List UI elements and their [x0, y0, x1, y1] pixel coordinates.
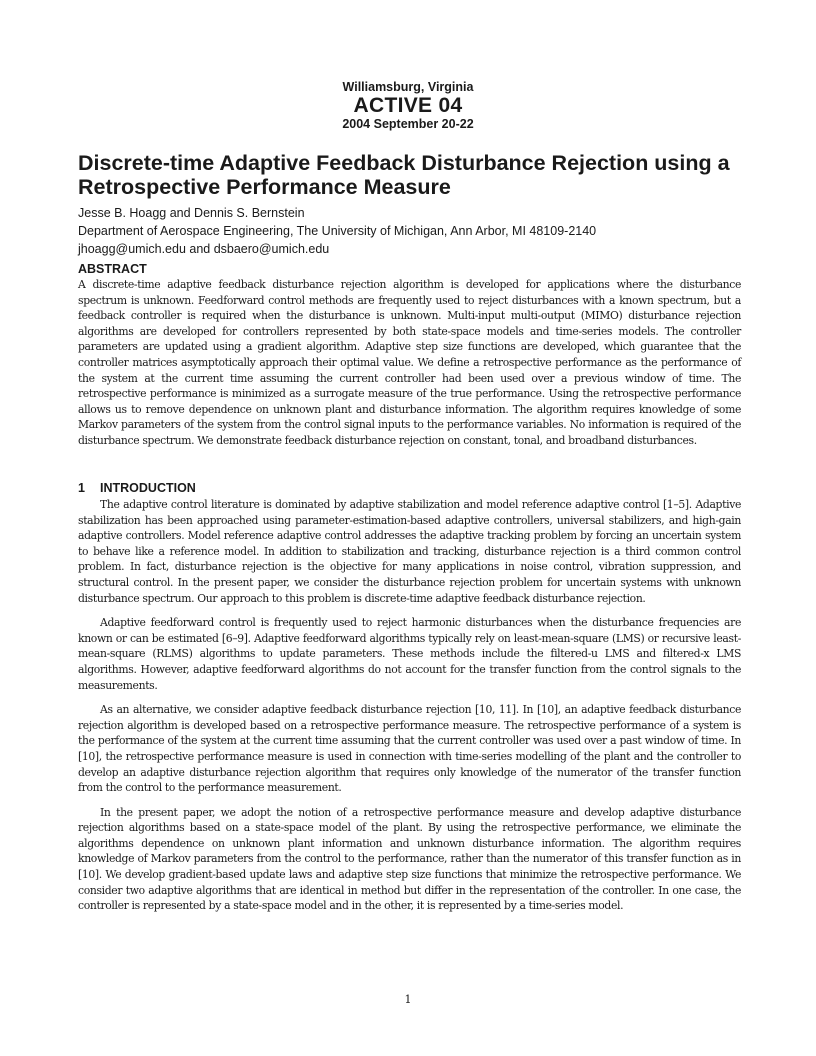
author-affiliation: Department of Aerospace Engineering, The University of Michigan, Ann Arbor, MI 48109-2140 — [78, 224, 597, 238]
paragraph: As an alternative, we consider adaptive feedback disturbance rejection [10, 11]. In [10], an adaptive feedback disturbance rejection algorithm is developed based on a retrospective performance measure. The retrospective performance of a system is the performance of the system at the current time assuming that the current controller was used over a past window of time. In [10], the retrospective performance measure is used in connection with time-series modelling of the plant and the controller to develop an adaptive disturbance rejection algorithm that requires only knowledge of the numerator of the transfer function from the control to the performance measurement. — [78, 703, 741, 795]
conference-header — [0, 80, 816, 132]
author-emails: jhoagg@umich.edu and dsbaero@umich.edu — [78, 242, 330, 256]
abstract-heading: ABSTRACT — [78, 262, 147, 276]
author-block — [78, 204, 758, 258]
conference-location: Williamsburg, Virginia — [342, 80, 474, 94]
abstract-text: A discrete-time adaptive feedback disturbance rejection algorithm is developed for applications where the disturbance spectrum is unknown. Feedforward control methods are frequently used to reject disturbances with a known spectrum, but a feedback controller is required when the disturbance is unknown. Multi-input multi-output (MIMO) disturbance rejection algorithms are developed for controllers represented by both state-space models and time-series models. The controller parameters are updated using a gradient algorithm. Adaptive step size functions are developed, which guarantee that the controller matrices asymptotically approach their optimal value. We define a retrospective performance as the performance of the system at the current time assuming the current controller had been used over a previous window of time. The retrospective performance is minimized as a surrogate measure of the true performance. Using the retrospective performance allows us to remove dependence on unknown plant and disturbance information. The algorithm requires knowledge of some Markov parameters of the system from the control signal inputs to the performance variables. No information is required of the disturbance spectrum. We demonstrate feedback disturbance rejection on constant, tonal, and broadband disturbances. — [78, 278, 741, 447]
paper-title: Discrete-time Adaptive Feedback Disturbance Rejection using a Retrospective Performance Measure — [78, 151, 730, 199]
section-heading-introduction — [78, 481, 196, 495]
section-number: 1 — [78, 481, 85, 495]
paragraph: In the present paper, we adopt the notion of a retrospective performance measure and develop adaptive disturbance rejection algorithms based on a state-space model of the plant. By using the retrospective performance, we eliminate the algorithms dependence on unknown plant information and unknown disturbance information. The algorithm requires knowledge of Markov parameters from the control to the performance, rather than the numerator of this transfer function as in [10]. We develop gradient-based update laws and adaptive step size functions that minimize the retrospective performance. We consider two adaptive algorithms that are identical in method but differ in the representation of the controller. In one case, the controller is represented by a state-space model and in the other, it is represented by a time-series model. — [78, 805, 741, 913]
author-names: Jesse B. Hoagg and Dennis S. Bernstein — [78, 206, 305, 220]
section-title: INTRODUCTION — [100, 481, 196, 495]
paragraph: The adaptive control literature is dominated by adaptive stabilization and model reference adaptive control [1–5]. Adaptive stabilization has been approached using parameter-estimation-based adaptive controllers, universal stabilizers, and high-gain adaptive controllers. Model reference adaptive control addresses the adaptive tracking problem by forcing an uncertain system to behave like a reference model. In addition to stabilization and tracking, disturbance rejection is a third common control problem. In fact, disturbance rejection is the objective for many applications in noise control, vibration suppression, and structural control. In the present paper, we consider the disturbance rejection problem for uncertain systems with unknown disturbance spectrum. Our approach to this problem is discrete-time adaptive feedback disturbance rejection. — [78, 498, 741, 605]
conference-name: ACTIVE 04 — [353, 94, 463, 117]
page-number: 1 — [404, 993, 412, 1006]
paragraph: Adaptive feedforward control is frequently used to reject harmonic disturbances when the disturbance frequencies are known or can be estimated [6–9]. Adaptive feedforward algorithms typically rely on least-mean-square (LMS) or recursive least-mean-square (RLMS) algorithms to update parameters. These methods include the filtered-u LMS and filtered-x LMS algorithms. However, adaptive feedforward algorithms do not account for the transfer function from the control signals to the measurements. — [78, 616, 741, 692]
introduction-body — [78, 497, 741, 923]
conference-date: 2004 September 20-22 — [342, 117, 474, 131]
